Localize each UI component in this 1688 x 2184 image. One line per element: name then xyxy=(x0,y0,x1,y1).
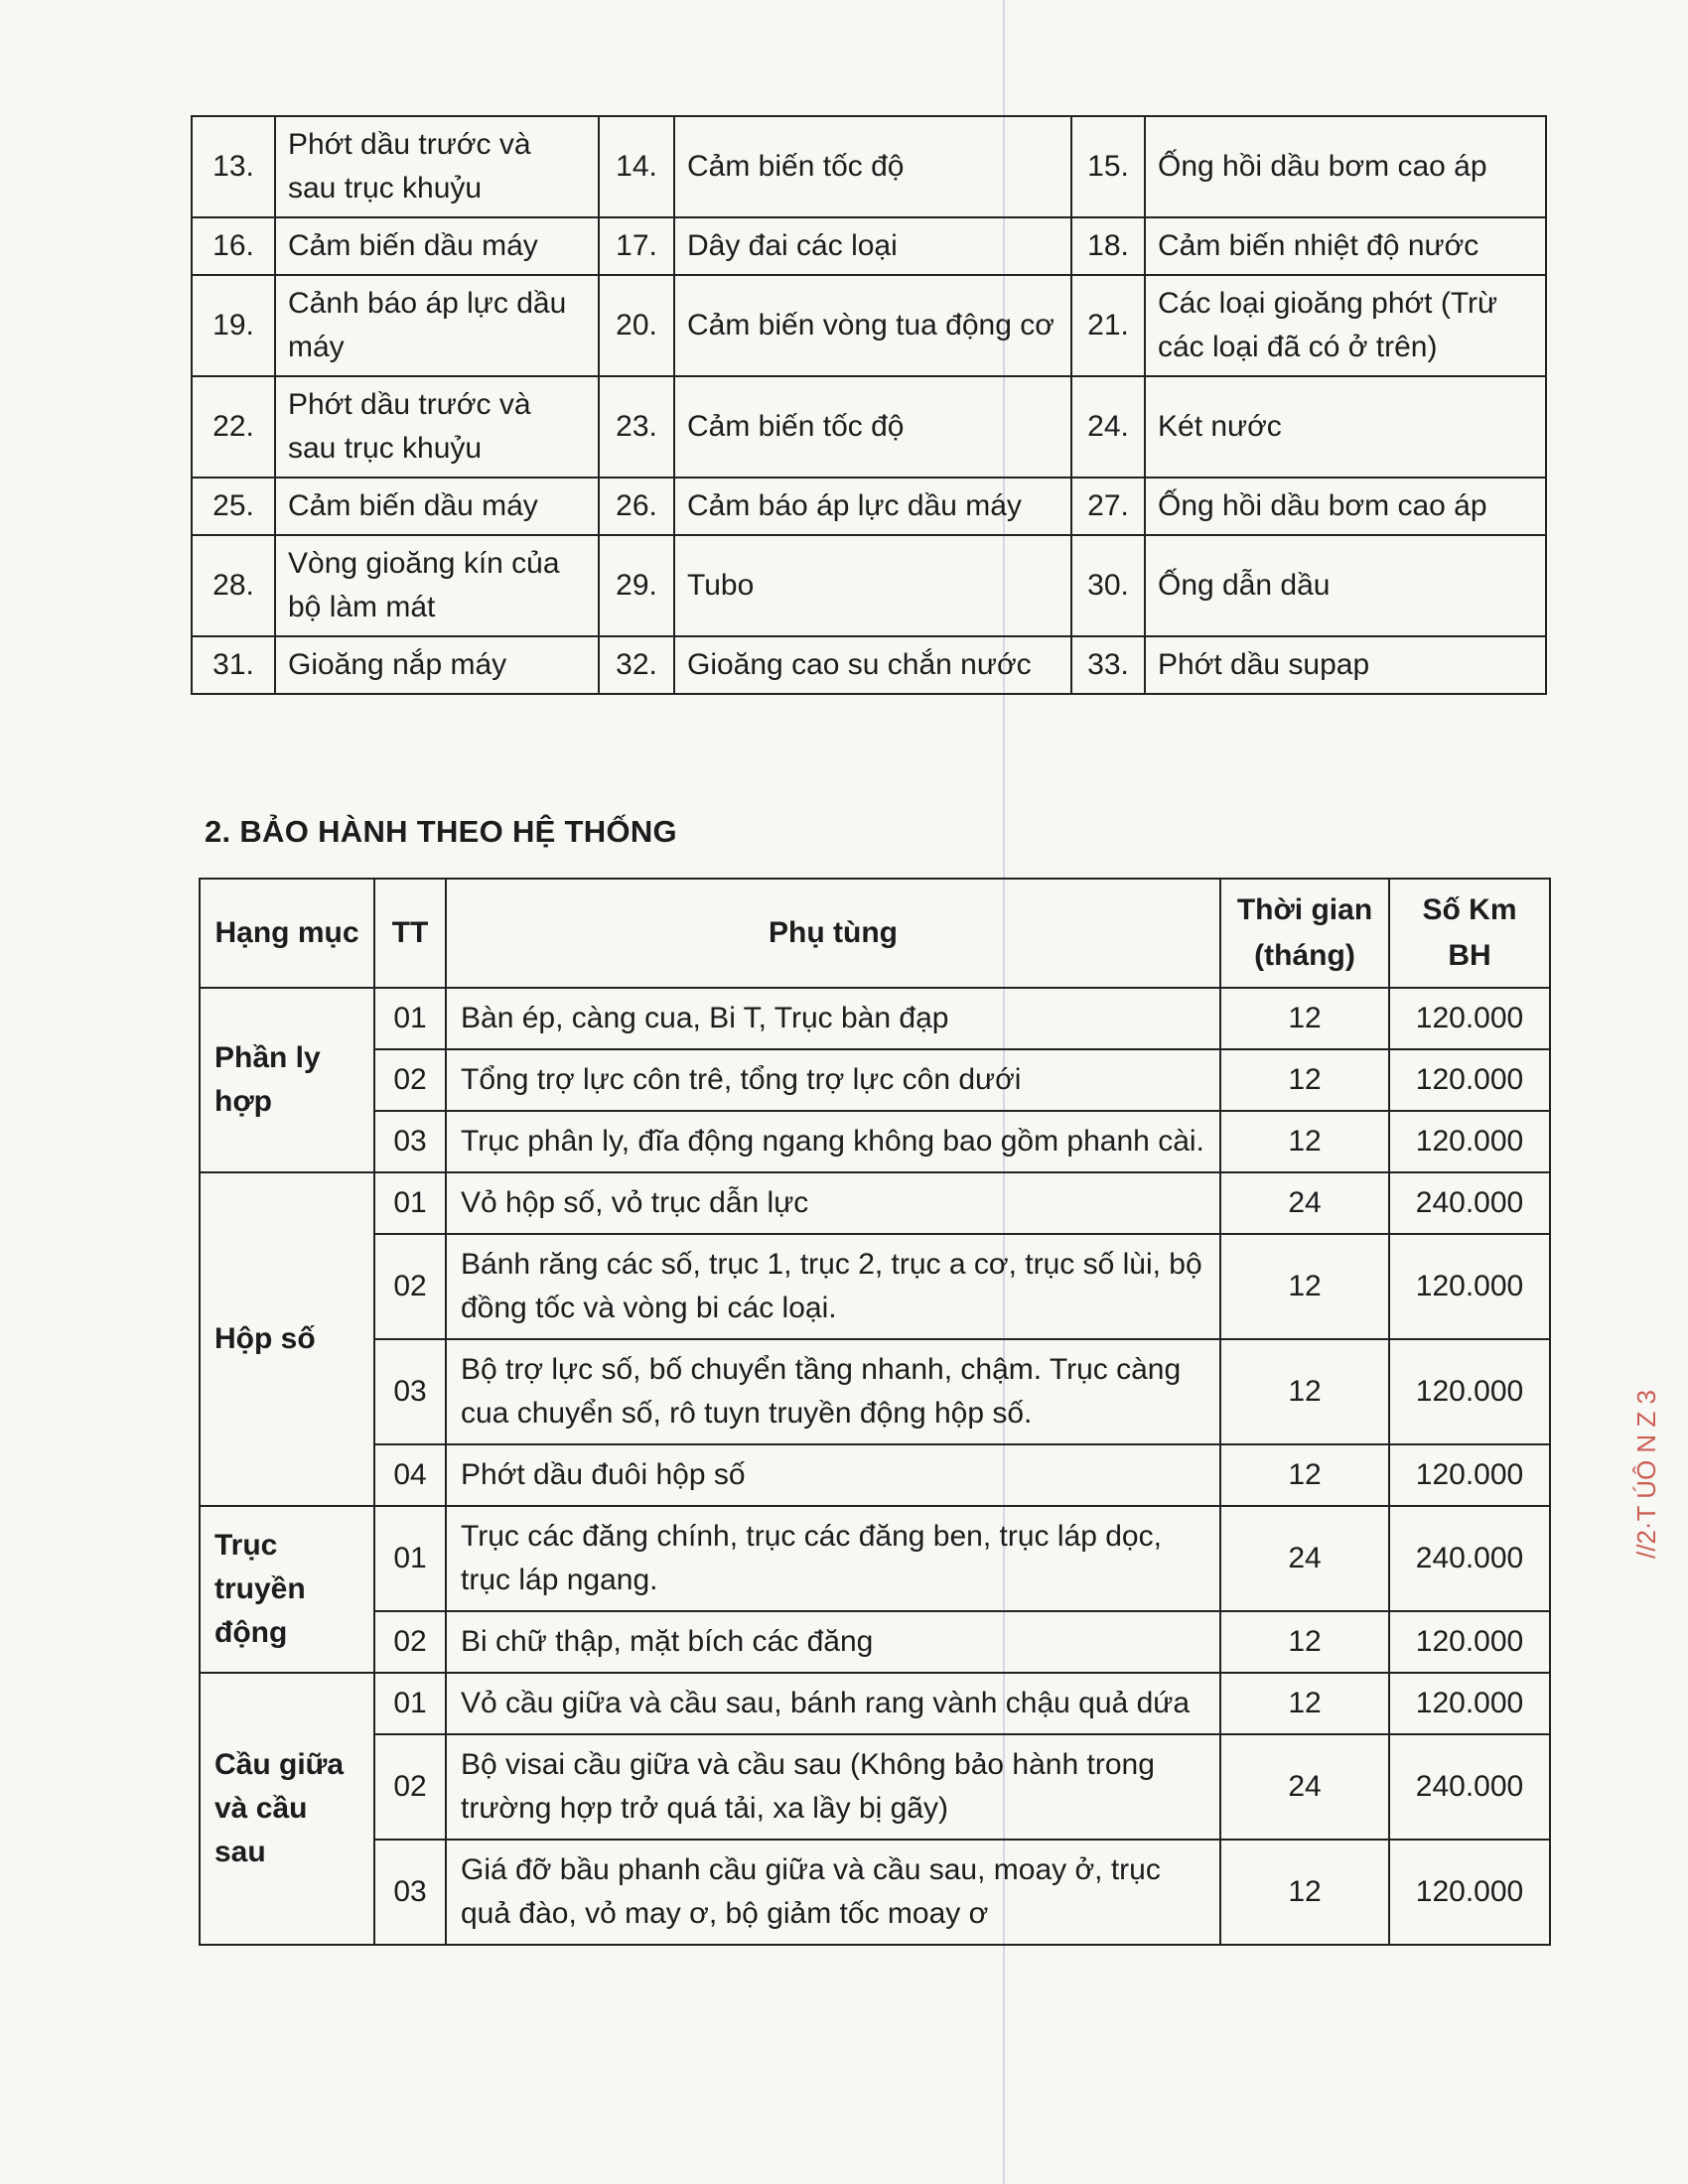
part-name: Tubo xyxy=(674,535,1071,636)
part-number: 15. xyxy=(1071,116,1145,217)
warranty-months: 12 xyxy=(1220,1611,1389,1673)
part-name: Cảm biến vòng tua động cơ xyxy=(674,275,1071,376)
part-description: Vỏ hộp số, vỏ trục dẫn lực xyxy=(446,1172,1220,1234)
warranty-months: 24 xyxy=(1220,1172,1389,1234)
part-name: Gioăng nắp máy xyxy=(275,636,599,694)
part-number: 17. xyxy=(599,217,674,275)
part-name: Két nước xyxy=(1145,376,1546,478)
warranty-row xyxy=(200,1111,1550,1172)
parts-row xyxy=(192,535,1546,636)
warranty-km: 240.000 xyxy=(1389,1506,1550,1611)
warranty-months: 12 xyxy=(1220,1234,1389,1339)
part-description: Giá đỡ bầu phanh cầu giữa và cầu sau, moay ở, trục quả đào, vỏ may ơ, bộ giảm tốc moay ơ xyxy=(446,1840,1220,1945)
parts-table-body xyxy=(192,116,1546,694)
part-name: Gioăng cao su chắn nước xyxy=(674,636,1071,694)
warranty-row xyxy=(200,1444,1550,1506)
part-name: Phớt dầu trước và sau trục khuỷu xyxy=(275,376,599,478)
item-number: 01 xyxy=(374,1673,446,1734)
parts-row xyxy=(192,217,1546,275)
warranty-km: 120.000 xyxy=(1389,1611,1550,1673)
warranty-months: 24 xyxy=(1220,1734,1389,1840)
warranty-row xyxy=(200,1339,1550,1444)
part-description: Bi chữ thập, mặt bích các đăng xyxy=(446,1611,1220,1673)
header-time-line1: Thời gian xyxy=(1236,893,1373,926)
part-description: Vỏ cầu giữa và cầu sau, bánh rang vành chậu quả dứa xyxy=(446,1673,1220,1734)
parts-row xyxy=(192,376,1546,478)
part-number: 29. xyxy=(599,535,674,636)
section-title: 2. BẢO HÀNH THEO HỆ THỐNG xyxy=(205,814,677,849)
part-number: 18. xyxy=(1071,217,1145,275)
part-description: Tổng trợ lực côn trê, tổng trợ lực côn dưới xyxy=(446,1049,1220,1111)
part-number: 26. xyxy=(599,478,674,535)
warranty-km: 120.000 xyxy=(1389,1234,1550,1339)
part-number: 19. xyxy=(192,275,275,376)
warranty-km: 120.000 xyxy=(1389,1049,1550,1111)
part-description: Bộ visai cầu giữa và cầu sau (Không bảo hành trong trường hợp trở quá tải, xa lầy bị gãy) xyxy=(446,1734,1220,1840)
warranty-km: 120.000 xyxy=(1389,988,1550,1049)
header-time-line2: (tháng) xyxy=(1254,939,1355,972)
warranty-row xyxy=(200,1611,1550,1673)
part-number: 13. xyxy=(192,116,275,217)
part-name: Cảm biến dầu máy xyxy=(275,217,599,275)
part-name: Ống hồi dầu bơm cao áp xyxy=(1145,116,1546,217)
warranty-km: 120.000 xyxy=(1389,1111,1550,1172)
warranty-months: 12 xyxy=(1220,1111,1389,1172)
part-number: 33. xyxy=(1071,636,1145,694)
warranty-months: 24 xyxy=(1220,1506,1389,1611)
part-number: 32. xyxy=(599,636,674,694)
part-name: Dây đai các loại xyxy=(674,217,1071,275)
item-number: 02 xyxy=(374,1611,446,1673)
warranty-row xyxy=(200,1049,1550,1111)
warranty-km: 240.000 xyxy=(1389,1172,1550,1234)
part-name: Ống hồi dầu bơm cao áp xyxy=(1145,478,1546,535)
part-description: Trục phân ly, đĩa động ngang không bao gồm phanh cài. xyxy=(446,1111,1220,1172)
warranty-months: 12 xyxy=(1220,1339,1389,1444)
part-name: Cảm báo áp lực dầu máy xyxy=(674,478,1071,535)
part-name: Phớt dầu supap xyxy=(1145,636,1546,694)
item-number: 03 xyxy=(374,1111,446,1172)
parts-row xyxy=(192,636,1546,694)
parts-row xyxy=(192,116,1546,217)
part-description: Bộ trợ lực số, bố chuyển tầng nhanh, chậm. Trục càng cua chuyển số, rô tuyn truyền động hộp số. xyxy=(446,1339,1220,1444)
part-number: 27. xyxy=(1071,478,1145,535)
item-number: 02 xyxy=(374,1234,446,1339)
part-number: 28. xyxy=(192,535,275,636)
part-number: 16. xyxy=(192,217,275,275)
part-number: 24. xyxy=(1071,376,1145,478)
header-time xyxy=(1220,879,1389,988)
warranty-months: 12 xyxy=(1220,1049,1389,1111)
category-cell: Trục truyền động xyxy=(200,1506,374,1673)
item-number: 02 xyxy=(374,1734,446,1840)
part-number: 25. xyxy=(192,478,275,535)
part-number: 22. xyxy=(192,376,275,478)
part-name: Ống dẫn dầu xyxy=(1145,535,1546,636)
part-name: Cảm biến tốc độ xyxy=(674,116,1071,217)
warranty-row xyxy=(200,1506,1550,1611)
item-number: 03 xyxy=(374,1339,446,1444)
header-tt: TT xyxy=(374,879,446,988)
part-name: Vòng gioăng kín của bộ làm mát xyxy=(275,535,599,636)
warranty-row xyxy=(200,1673,1550,1734)
part-name: Cảm biến nhiệt độ nước xyxy=(1145,217,1546,275)
item-number: 01 xyxy=(374,1506,446,1611)
warranty-km: 120.000 xyxy=(1389,1339,1550,1444)
item-number: 02 xyxy=(374,1049,446,1111)
part-description: Bàn ép, càng cua, Bi T, Trục bàn đạp xyxy=(446,988,1220,1049)
category-cell: Hộp số xyxy=(200,1172,374,1506)
parts-row xyxy=(192,478,1546,535)
part-description: Bánh răng các số, trục 1, trục 2, trục a cơ, trục số lùi, bộ đồng tốc và vòng bi các loại. xyxy=(446,1234,1220,1339)
category-cell: Phần ly hợp xyxy=(200,988,374,1172)
warranty-table-body xyxy=(200,988,1550,1945)
part-number: 30. xyxy=(1071,535,1145,636)
warranty-row xyxy=(200,1234,1550,1339)
warranty-months: 12 xyxy=(1220,1840,1389,1945)
parts-table xyxy=(191,115,1547,695)
part-number: 21. xyxy=(1071,275,1145,376)
parts-row xyxy=(192,275,1546,376)
category-cell: Cầu giữa và cầu sau xyxy=(200,1673,374,1945)
warranty-km: 120.000 xyxy=(1389,1444,1550,1506)
part-description: Phớt dầu đuôi hộp số xyxy=(446,1444,1220,1506)
part-name: Phớt dầu trước và sau trục khuỷu xyxy=(275,116,599,217)
warranty-months: 12 xyxy=(1220,988,1389,1049)
part-number: 23. xyxy=(599,376,674,478)
warranty-row xyxy=(200,1172,1550,1234)
warranty-km: 120.000 xyxy=(1389,1673,1550,1734)
part-name: Các loại gioăng phớt (Trừ các loại đã có ở trên) xyxy=(1145,275,1546,376)
item-number: 04 xyxy=(374,1444,446,1506)
header-part: Phụ tùng xyxy=(446,879,1220,988)
header-category: Hạng mục xyxy=(200,879,374,988)
part-number: 14. xyxy=(599,116,674,217)
warranty-table xyxy=(199,878,1551,1946)
red-stamp-fragment: //2·T ÚÔ N Z 3 xyxy=(1631,1390,1661,1559)
header-km: Số Km BH xyxy=(1389,879,1550,988)
part-number: 20. xyxy=(599,275,674,376)
part-description: Trục các đăng chính, trục các đăng ben, trục láp dọc, trục láp ngang. xyxy=(446,1506,1220,1611)
warranty-months: 12 xyxy=(1220,1444,1389,1506)
warranty-row xyxy=(200,988,1550,1049)
part-name: Cảm biến tốc độ xyxy=(674,376,1071,478)
part-number: 31. xyxy=(192,636,275,694)
item-number: 01 xyxy=(374,988,446,1049)
warranty-header-row xyxy=(200,879,1550,988)
part-name: Cảnh báo áp lực dầu máy xyxy=(275,275,599,376)
part-name: Cảm biến dầu máy xyxy=(275,478,599,535)
item-number: 03 xyxy=(374,1840,446,1945)
warranty-km: 120.000 xyxy=(1389,1840,1550,1945)
warranty-km: 240.000 xyxy=(1389,1734,1550,1840)
warranty-row xyxy=(200,1734,1550,1840)
item-number: 01 xyxy=(374,1172,446,1234)
warranty-months: 12 xyxy=(1220,1673,1389,1734)
warranty-row xyxy=(200,1840,1550,1945)
